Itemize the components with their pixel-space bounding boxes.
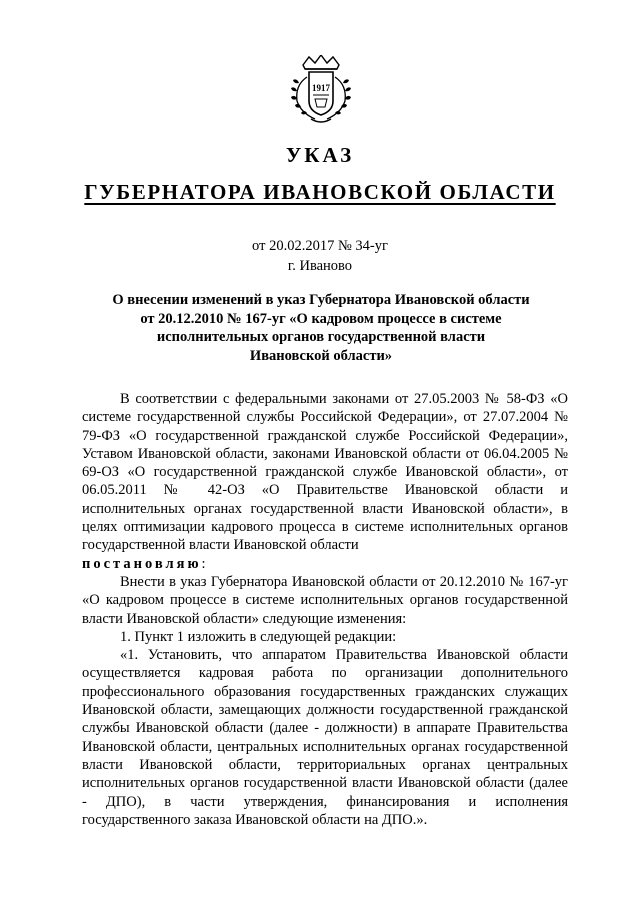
preamble-paragraph: В соответствии с федеральными законами от 27.05.2003 № 58-ФЗ «О системе государственной службы Российской Федерации», от 27.07.2004 № 79-ФЗ «О государственной гражданской службе Российской Федерации», Уставом Ивановской области, законами Ивановской области от 06.04.2005 № 69-ОЗ «О государственной гражданской службе Ивановской области», от 06.05.2011 № 42-ОЗ «О Правительстве Ивановской области и исполнительных органах государственной власти Ивановской области», в целях оптимизации кадрового процесса в системе исполнительных органов государственной власти Ивановской области — [82, 391, 568, 554]
decree-colon: : — [201, 555, 206, 572]
document-city: г. Иваново — [287, 258, 353, 274]
ivanovo-coat-of-arms-icon — [289, 55, 353, 127]
amendment-item-paragraph: 1. Пункт 1 изложить в следующей редакции: — [120, 628, 397, 645]
document-body — [82, 390, 568, 829]
subject-line: от 20.12.2010 № 167-уг «О кадровом процессе в системе — [140, 310, 502, 327]
issuer-title: ГУБЕРНАТОРА ИВАНОВСКОЙ ОБЛАСТИ — [84, 180, 556, 204]
decree-word-line — [82, 555, 568, 573]
document-subject — [90, 291, 552, 365]
amendment-intro-paragraph: Внести в указ Губернатора Ивановской области от 20.12.2010 № 167-уг «О кадровом процессе в системе исполнительных органов государственной власти Ивановской области» следующие изменения: — [82, 573, 568, 627]
emblem-date: 1917 — [312, 83, 330, 93]
subject-line: исполнительных органов государственной власти — [156, 329, 486, 345]
document-type-title: УКАЗ — [285, 143, 355, 167]
document-date-number: от 20.02.2017 № 34-уг — [252, 238, 388, 254]
subject-line: Ивановской области» — [249, 347, 393, 364]
amended-text-paragraph: «1. Установить, что аппаратом Правительства Ивановской области осуществляется кадровая работа по организации дополнительного профессионального образования государственных гражданских служащих Ивановской области, замещающих должности государственной гражданской службы Ивановской области (далее - должности) в аппарате Правительства Ивановской области, центральных исполнительных органах государственной власти Ивановской области, территориальных органах центральных исполнительных органов государственной власти Ивановской области (далее - ДПО), в части утверждения, финансирования и исполнения государственного заказа Ивановской области на ДПО.». — [82, 647, 568, 828]
subject-line: О внесении изменений в указ Губернатора Ивановской области — [112, 292, 530, 308]
decree-word: постановляю — [82, 555, 202, 572]
